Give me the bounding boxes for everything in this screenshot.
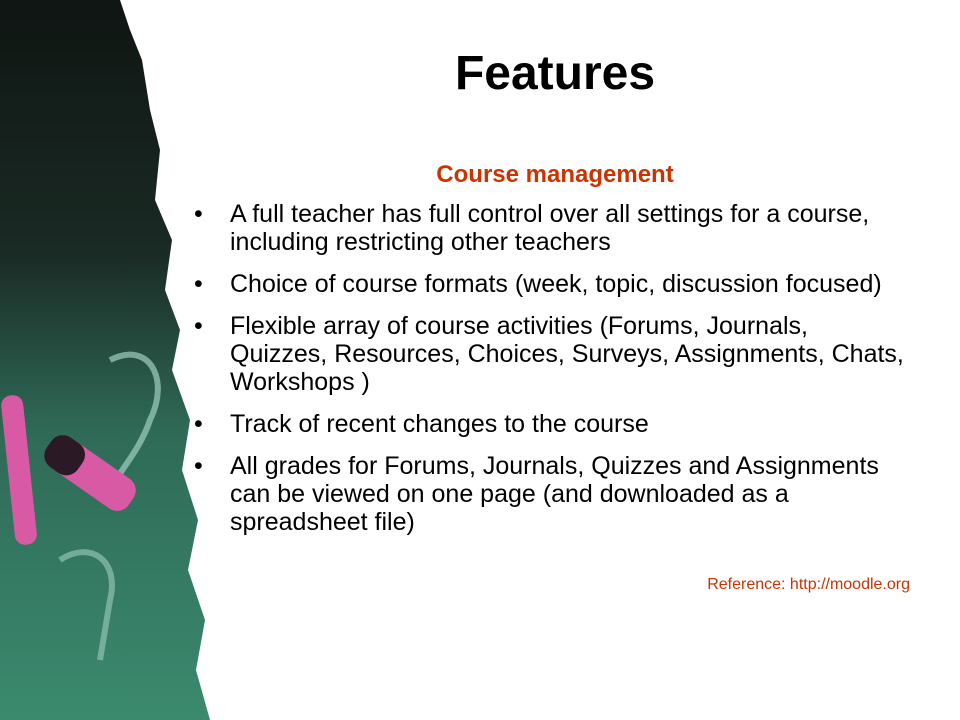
bullet-icon: • (194, 410, 203, 438)
bullet-text: A full teacher has full control over all settings for a course, including restricting other teachers (230, 200, 870, 256)
bullet-text: All grades for Forums, Journals, Quizzes and Assignments can be viewed on one page (and downloaded as a spreadsheet file) (230, 452, 879, 536)
bullet-list (190, 200, 910, 550)
bullet-text: Choice of course formats (week, topic, discussion focused) (230, 270, 882, 298)
bullet-icon: • (194, 270, 203, 298)
bullet-text: Flexible array of course activities (Forums, Journals, Quizzes, Resources, Choices, Surveys, Assignments, Chats, Workshops ) (230, 312, 904, 396)
bullet-item (190, 312, 910, 396)
bullet-item (190, 452, 910, 536)
bullet-icon: • (194, 452, 203, 480)
bullet-item (190, 410, 910, 438)
reference-note: Reference: http://moodle.org (707, 576, 910, 593)
slide-subtitle: Course management (436, 161, 674, 188)
bullet-item (190, 270, 910, 298)
bullet-icon: • (194, 200, 203, 228)
slide-title: Features (454, 47, 656, 100)
bullet-icon: • (194, 312, 203, 340)
bullet-item (190, 200, 910, 256)
bullet-text: Track of recent changes to the course (230, 410, 649, 438)
